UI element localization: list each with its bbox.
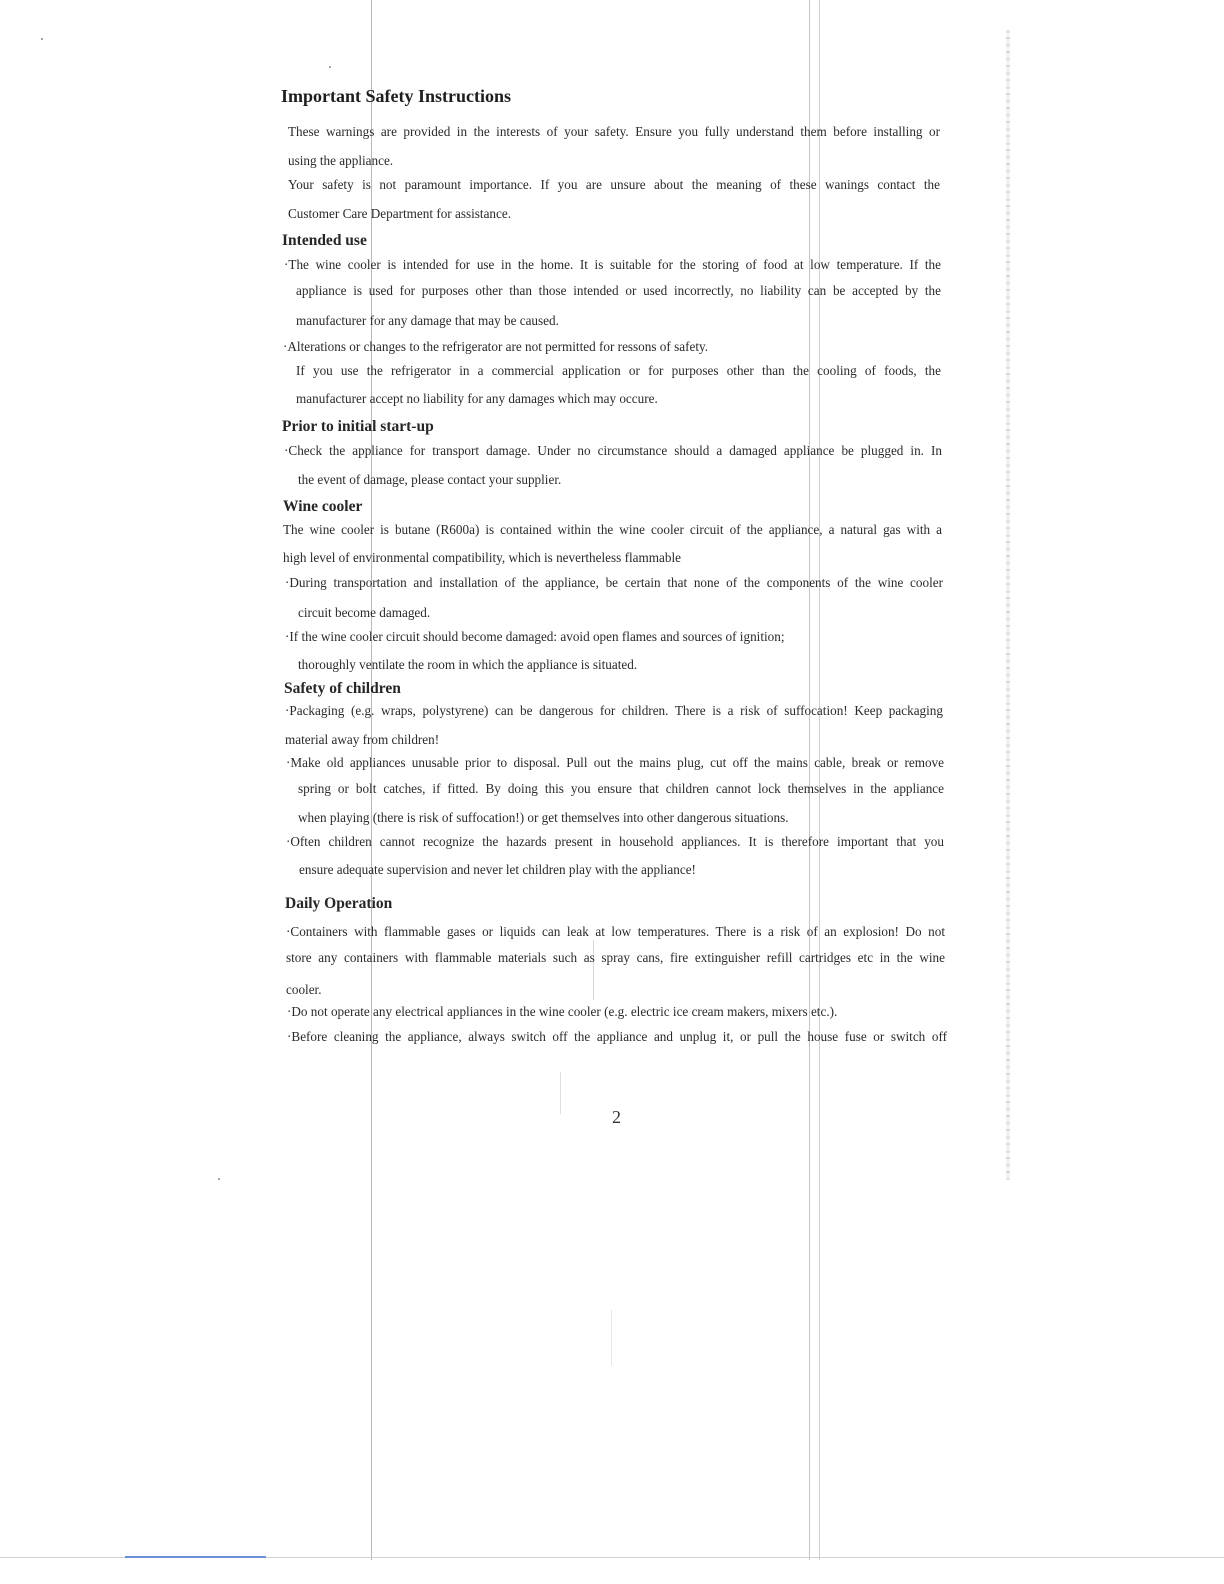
scan-edge-shadow [1006, 30, 1010, 1180]
paragraph-line: cooler. [286, 982, 322, 997]
paragraph-line: manufacturer for any damage that may be caused. [296, 313, 559, 328]
section-heading-wine-cooler: Wine cooler [283, 498, 363, 515]
scan-artifact-line [809, 0, 810, 1560]
paragraph-line: These warnings are provided in the interests of your safety. Ensure you fully understand them before installing or [288, 124, 940, 139]
paragraph-line: ·Containers with flammable gases or liquids can leak at low temperatures. There is a risk of an explosion! Do not [286, 924, 945, 939]
paragraph-line: ·Packaging (e.g. wraps, polystyrene) can be dangerous for children. There is a risk of suffocation! Keep packaging [285, 703, 943, 718]
scan-artifact-line [611, 1310, 612, 1366]
scan-speck [329, 66, 331, 68]
scan-artifact-line [819, 0, 820, 1560]
paragraph-line: high level of environmental compatibility, which is nevertheless flammable [283, 550, 681, 565]
paragraph-line: Your safety is not paramount importance. If you are unsure about the meaning of these wanings contact the [288, 177, 940, 192]
scan-speck [41, 38, 43, 40]
scan-bottom-mark [125, 1556, 266, 1558]
section-heading-daily-operation: Daily Operation [285, 895, 393, 912]
paragraph-line: ensure adequate supervision and never let children play with the appliance! [299, 862, 696, 877]
paragraph-line: ·Often children cannot recognize the hazards present in household appliances. It is therefore important that you [286, 834, 944, 849]
page-number: 2 [612, 1107, 621, 1127]
paragraph-line: Customer Care Department for assistance. [288, 206, 512, 221]
section-heading-safety-of-children: Safety of children [284, 680, 401, 697]
paragraph-line: ·The wine cooler is intended for use in the home. It is suitable for the storing of food at low temperature. If the [284, 257, 941, 272]
scan-speck [218, 1178, 220, 1180]
paragraph-line: ·If the wine cooler circuit should become damaged: avoid open flames and sources of ignition; [285, 629, 785, 644]
paragraph-line: spring or bolt catches, if fitted. By doing this you ensure that children cannot lock themselves in the appliance [298, 781, 944, 796]
paragraph-line: thoroughly ventilate the room in which the appliance is situated. [298, 657, 638, 672]
paragraph-line: ·Check the appliance for transport damage. Under no circumstance should a damaged appliance be plugged in. In [284, 443, 942, 458]
scan-artifact-line [593, 940, 594, 1000]
scan-artifact-line [371, 0, 372, 1560]
paragraph-line: ·Before cleaning the appliance, always switch off the appliance and unplug it, or pull the house fuse or switch off [287, 1029, 947, 1044]
section-heading-intended-use: Intended use [282, 232, 367, 249]
paragraph-line: If you use the refrigerator in a commercial application or for purposes other than the cooling of foods, the [296, 363, 941, 378]
paragraph-line: ·Alterations or changes to the refrigerator are not permitted for ressons of safety. [283, 339, 709, 354]
paragraph-line: the event of damage, please contact your supplier. [298, 472, 562, 487]
paragraph-line: using the appliance. [288, 153, 394, 168]
scan-artifact-line [560, 1072, 561, 1114]
paragraph-line: ·Do not operate any electrical appliances in the wine cooler (e.g. electric ice cream makers, mixers etc.). [287, 1004, 838, 1019]
paragraph-line: material away from children! [285, 732, 440, 747]
paragraph-line: circuit become damaged. [298, 605, 431, 620]
paragraph-line: ·During transportation and installation of the appliance, be certain that none of the components of the wine cooler [285, 575, 943, 590]
paragraph-line: The wine cooler is butane (R600a) is contained within the wine cooler circuit of the appliance, a natural gas with a [283, 522, 942, 537]
page-title: Important Safety Instructions [281, 86, 512, 106]
section-heading-prior-to-startup: Prior to initial start-up [282, 418, 434, 435]
paragraph-line: when playing (there is risk of suffocation!) or get themselves into other dangerous situations. [298, 810, 789, 825]
paragraph-line: store any containers with flammable materials such as spray cans, fire extinguisher refill cartridges etc in the wine [286, 950, 945, 965]
paragraph-line: manufacturer accept no liability for any damages which may occure. [296, 391, 658, 406]
paragraph-line: appliance is used for purposes other than those intended or used incorrectly, no liability can be accepted by the [296, 283, 941, 298]
paragraph-line: ·Make old appliances unusable prior to disposal. Pull out the mains plug, cut off the mains cable, break or remove [286, 755, 944, 770]
